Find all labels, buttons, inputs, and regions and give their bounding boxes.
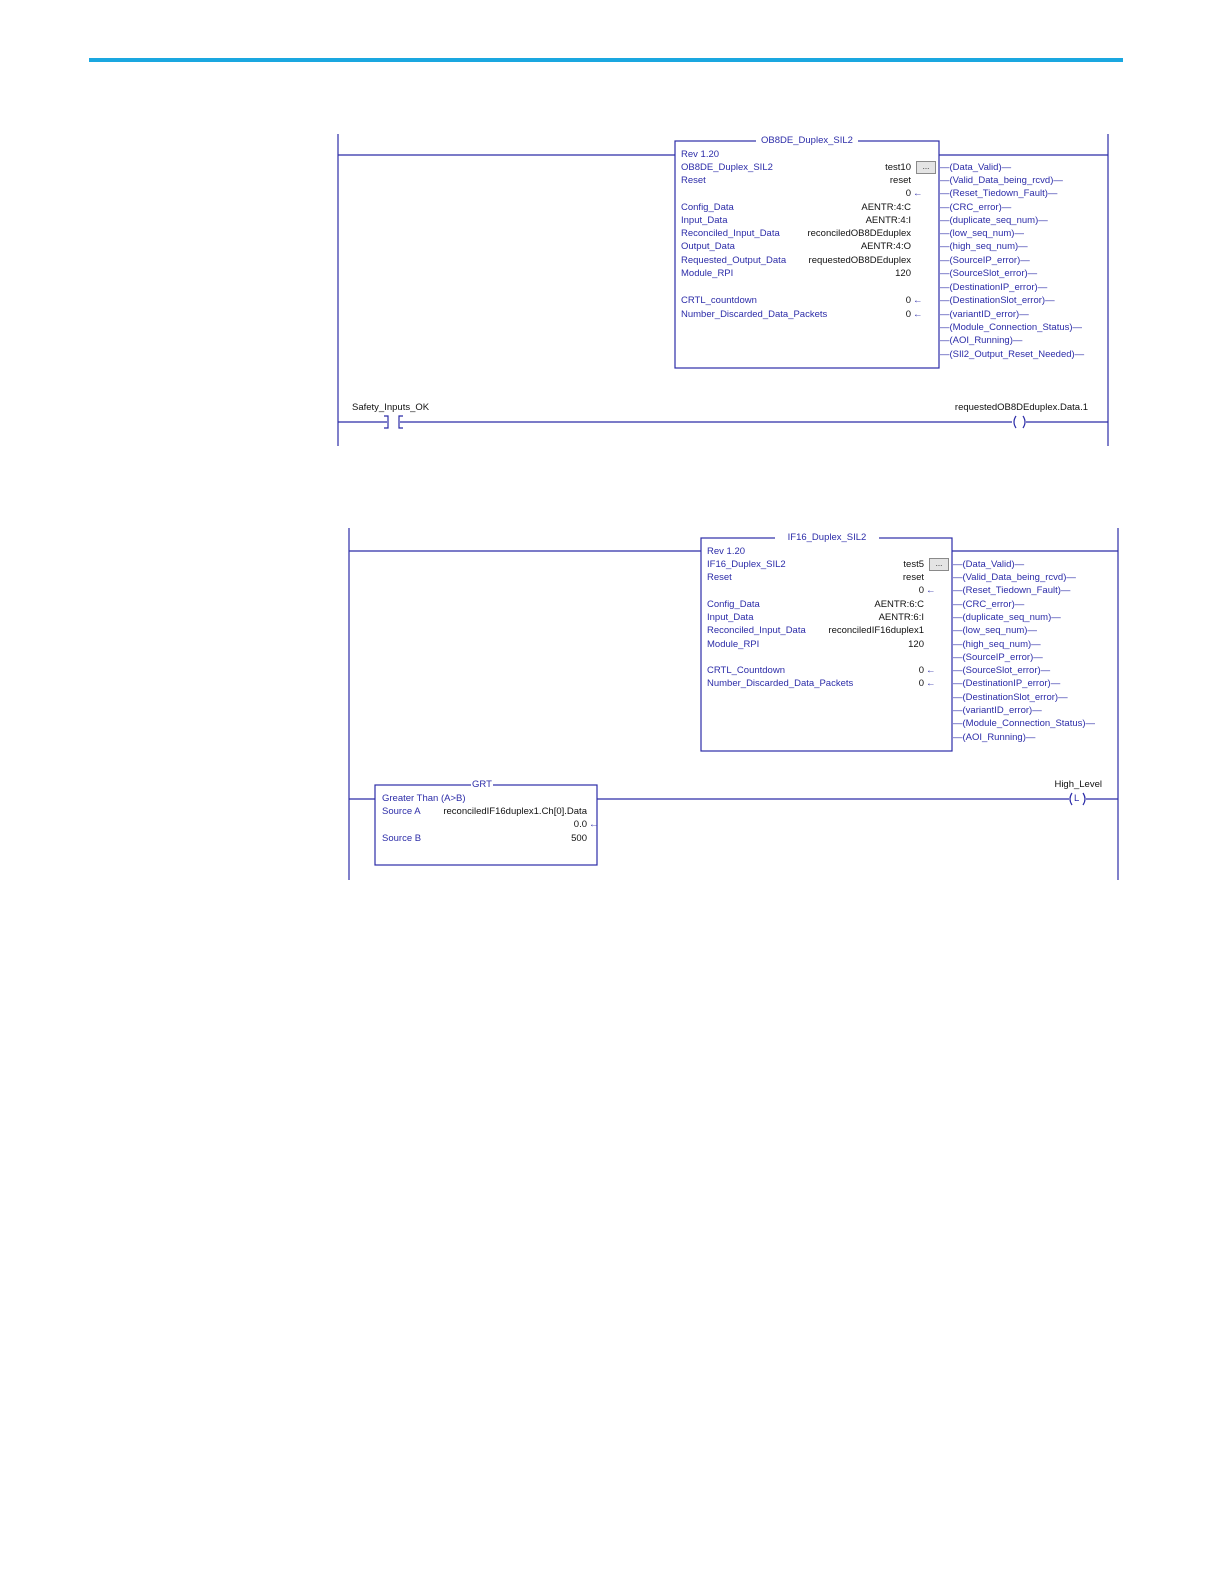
param-label: Reset	[707, 572, 732, 583]
param-label: Input_Data	[707, 612, 754, 623]
output-coil[interactable]: —(Data_Valid)—	[953, 559, 1025, 570]
param-label: Reconciled_Input_Data	[681, 228, 780, 239]
param-label: Output_Data	[681, 241, 735, 252]
output-coil[interactable]: —(low_seq_num)—	[940, 228, 1024, 239]
param-label: Reconciled_Input_Data	[707, 625, 806, 636]
output-coil[interactable]: —(Module_Connection_Status)—	[953, 718, 1096, 729]
param-value[interactable]: 120	[908, 639, 924, 650]
output-coil[interactable]: —(variantID_error)—	[953, 705, 1042, 716]
coil-tag[interactable]: requestedOB8DEduplex.Data.1	[954, 402, 1088, 413]
aoi-instance-label: IF16_Duplex_SIL2	[707, 559, 786, 570]
coil-tag[interactable]: High_Level	[1054, 779, 1102, 790]
arrow-left-icon: ←	[926, 678, 936, 689]
latch-coil-label[interactable]: L	[1074, 793, 1080, 804]
ladder-rung-2	[347, 528, 1123, 880]
param-label: Number_Discarded_Data_Packets	[681, 309, 828, 320]
contact-tag[interactable]: Safety_Inputs_OK	[352, 402, 430, 413]
output-coil[interactable]: —(Reset_Tiedown_Fault)—	[953, 585, 1071, 596]
param-value[interactable]: 0	[918, 678, 924, 689]
output-coil[interactable]: —(Valid_Data_being_rcvd)—	[940, 175, 1063, 186]
arrow-left-icon: ←	[589, 819, 599, 830]
output-coil[interactable]: —(AOI_Running)—	[940, 335, 1023, 346]
param-value[interactable]: 0	[918, 585, 924, 596]
aoi-instance-value[interactable]: test5	[903, 559, 924, 570]
param-value[interactable]: 0	[905, 188, 911, 199]
output-coil[interactable]: —(duplicate_seq_num)—	[940, 215, 1048, 226]
output-coil[interactable]: —(SourceSlot_error)—	[940, 268, 1038, 279]
param-label: Module_RPI	[707, 639, 760, 650]
grt-title[interactable]: GRT	[472, 779, 492, 790]
output-coil[interactable]: —(Module_Connection_Status)—	[940, 322, 1083, 333]
param-value[interactable]: AENTR:4:C	[861, 202, 911, 213]
grt-source-b-label: Source B	[382, 833, 422, 844]
grt-source-a-label: Source A	[382, 806, 421, 817]
arrow-left-icon: ←	[926, 665, 936, 676]
output-coil[interactable]: —(SIl2_Output_Reset_Needed)—	[940, 349, 1085, 360]
param-label: Reset	[681, 175, 706, 186]
param-label: Number_Discarded_Data_Packets	[707, 678, 854, 689]
grt-source-a-tag[interactable]: reconciledIF16duplex1.Ch[0].Data	[443, 806, 587, 817]
grt-description: Greater Than (A>B)	[382, 793, 466, 804]
output-coil[interactable]: —(Data_Valid)—	[940, 162, 1012, 173]
param-label: Input_Data	[681, 215, 728, 226]
output-coil[interactable]: —(Valid_Data_being_rcvd)—	[953, 572, 1076, 583]
param-value[interactable]: 120	[895, 268, 911, 279]
output-coil[interactable]: —(low_seq_num)—	[953, 625, 1037, 636]
arrow-left-icon: ←	[913, 295, 923, 306]
aoi-browse-button[interactable]: ...	[929, 558, 949, 571]
aoi-rev: Rev 1.20	[681, 149, 720, 160]
param-value[interactable]: reconciledOB8DEduplex	[807, 228, 911, 239]
output-coil[interactable]: —(DestinationIP_error)—	[940, 282, 1048, 293]
output-coil[interactable]: —(CRC_error)—	[953, 599, 1025, 610]
output-coil[interactable]: —(DestinationIP_error)—	[953, 678, 1061, 689]
output-coil[interactable]: —(DestinationSlot_error)—	[953, 692, 1068, 703]
output-coil[interactable]: —(SourceSlot_error)—	[953, 665, 1051, 676]
ladder-rung-1	[336, 134, 1112, 446]
output-coil[interactable]: —(CRC_error)—	[940, 202, 1012, 213]
param-value[interactable]: reset	[889, 175, 911, 186]
aoi-rev: Rev 1.20	[707, 546, 746, 557]
param-label: Module_RPI	[681, 268, 734, 279]
output-coil[interactable]: —(AOI_Running)—	[953, 732, 1036, 743]
param-value[interactable]: 0	[918, 665, 924, 676]
grt-source-b-value[interactable]: 500	[571, 833, 587, 844]
aoi-instance-label: OB8DE_Duplex_SIL2	[681, 162, 773, 173]
arrow-left-icon: ←	[926, 585, 936, 596]
aoi-browse-button[interactable]: ...	[916, 161, 936, 174]
grt-source-a-value: 0.0	[573, 819, 587, 830]
param-label: Requested_Output_Data	[681, 255, 787, 266]
param-value[interactable]: requestedOB8DEduplex	[808, 255, 911, 266]
output-coil[interactable]: —(duplicate_seq_num)—	[953, 612, 1061, 623]
param-value[interactable]: AENTR:4:I	[865, 215, 911, 226]
aoi-title[interactable]: IF16_Duplex_SIL2	[775, 532, 879, 543]
param-label: Config_Data	[681, 202, 734, 213]
arrow-left-icon: ←	[913, 188, 923, 199]
param-value[interactable]: AENTR:6:I	[878, 612, 924, 623]
aoi-title[interactable]: OB8DE_Duplex_SIL2	[756, 135, 858, 146]
param-value[interactable]: AENTR:4:O	[860, 241, 911, 252]
param-value[interactable]: 0	[905, 295, 911, 306]
param-value[interactable]: reconciledIF16duplex1	[828, 625, 924, 636]
output-coil[interactable]: —(high_seq_num)—	[953, 639, 1041, 650]
output-coil[interactable]: —(high_seq_num)—	[940, 241, 1028, 252]
param-label: CRTL_countdown	[681, 295, 757, 306]
param-label: CRTL_Countdown	[707, 665, 785, 676]
output-coil[interactable]: —(SourceIP_error)—	[940, 255, 1030, 266]
aoi-instance-value[interactable]: test10	[885, 162, 911, 173]
output-coil[interactable]: —(Reset_Tiedown_Fault)—	[940, 188, 1058, 199]
param-label: Config_Data	[707, 599, 760, 610]
top-accent-bar	[89, 58, 1123, 62]
output-coil[interactable]: —(variantID_error)—	[940, 309, 1029, 320]
param-value[interactable]: reset	[902, 572, 924, 583]
arrow-left-icon: ←	[913, 309, 923, 320]
param-value[interactable]: AENTR:6:C	[874, 599, 924, 610]
output-coil[interactable]: —(SourceIP_error)—	[953, 652, 1043, 663]
output-coil[interactable]: —(DestinationSlot_error)—	[940, 295, 1055, 306]
param-value[interactable]: 0	[905, 309, 911, 320]
